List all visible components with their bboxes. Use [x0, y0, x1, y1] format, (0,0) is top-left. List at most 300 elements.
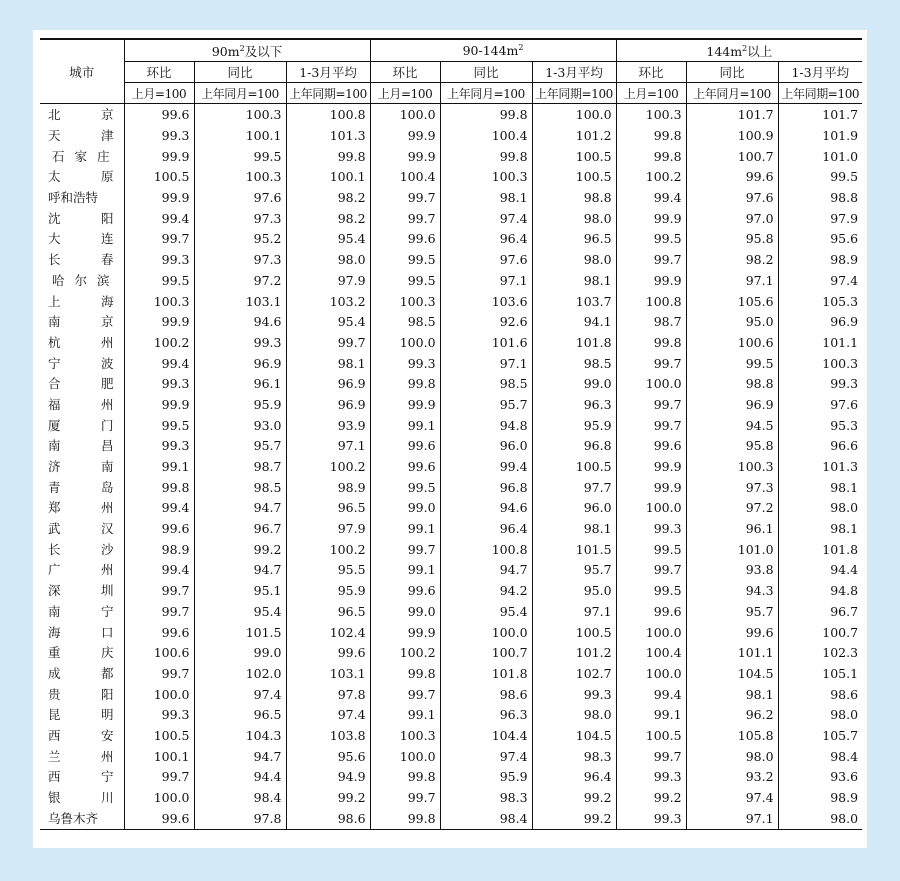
group-header-large-prefix: 144m — [706, 43, 743, 59]
value-cell: 98.3 — [532, 746, 616, 767]
city-cell — [40, 208, 124, 229]
table-row — [40, 767, 862, 788]
base-label-yoy: 上年同月=100 — [440, 83, 532, 104]
table-row — [40, 664, 862, 685]
value-cell: 98.7 — [616, 312, 686, 333]
table-row — [40, 271, 862, 292]
value-cell: 95.0 — [686, 312, 778, 333]
table-row — [40, 126, 862, 147]
value-cell: 96.8 — [532, 436, 616, 457]
value-cell: 95.0 — [532, 581, 616, 602]
base-label-yoy: 上年同月=100 — [194, 83, 286, 104]
value-cell: 100.5 — [124, 726, 194, 747]
value-cell: 99.6 — [124, 808, 194, 829]
value-cell: 99.3 — [194, 333, 286, 354]
value-cell: 100.8 — [440, 539, 532, 560]
table-row — [40, 560, 862, 581]
value-cell: 100.3 — [370, 291, 440, 312]
table-row — [40, 581, 862, 602]
value-cell: 96.3 — [440, 705, 532, 726]
value-cell: 99.1 — [124, 457, 194, 478]
table-row — [40, 746, 862, 767]
group-header-medium — [370, 39, 616, 62]
city-name: 南 京 — [48, 314, 114, 330]
value-cell: 96.9 — [686, 395, 778, 416]
value-cell: 100.0 — [532, 104, 616, 126]
value-cell: 98.6 — [286, 808, 370, 829]
base-header-row — [40, 83, 862, 104]
value-cell: 100.0 — [370, 104, 440, 126]
value-cell: 92.6 — [440, 312, 532, 333]
sub-header-mom: 环比 — [616, 62, 686, 83]
value-cell: 93.2 — [686, 767, 778, 788]
value-cell: 99.4 — [124, 560, 194, 581]
table-row — [40, 498, 862, 519]
value-cell: 100.5 — [616, 726, 686, 747]
value-cell: 94.2 — [440, 581, 532, 602]
value-cell: 94.5 — [686, 415, 778, 436]
value-cell: 99.4 — [124, 353, 194, 374]
value-cell: 100.5 — [532, 622, 616, 643]
value-cell: 98.1 — [686, 684, 778, 705]
value-cell: 99.5 — [194, 146, 286, 167]
value-cell: 98.1 — [778, 477, 862, 498]
city-name: 贵 阳 — [48, 686, 114, 702]
value-cell: 99.3 — [124, 250, 194, 271]
value-cell: 100.2 — [370, 643, 440, 664]
value-cell: 102.3 — [778, 643, 862, 664]
value-cell: 95.4 — [286, 229, 370, 250]
value-cell: 100.3 — [686, 457, 778, 478]
city-cell — [40, 126, 124, 147]
sub-header-avg: 1-3月平均 — [778, 62, 862, 83]
table-row — [40, 519, 862, 540]
value-cell: 99.6 — [370, 229, 440, 250]
city-name: 杭 州 — [48, 334, 114, 350]
city-name: 南 昌 — [48, 438, 114, 454]
table-row — [40, 726, 862, 747]
value-cell: 99.5 — [616, 229, 686, 250]
value-cell: 97.2 — [194, 271, 286, 292]
value-cell: 100.5 — [532, 167, 616, 188]
value-cell: 105.7 — [778, 726, 862, 747]
value-cell: 99.3 — [616, 808, 686, 829]
city-cell — [40, 250, 124, 271]
value-cell: 98.1 — [532, 271, 616, 292]
value-cell: 99.9 — [370, 395, 440, 416]
value-cell: 101.3 — [778, 457, 862, 478]
value-cell: 99.8 — [370, 374, 440, 395]
city-name: 长 春 — [48, 252, 114, 268]
city-name: 石 家 庄 — [52, 148, 110, 164]
city-cell — [40, 312, 124, 333]
value-cell: 99.9 — [616, 457, 686, 478]
value-cell: 96.5 — [286, 498, 370, 519]
value-cell: 99.7 — [370, 788, 440, 809]
city-name: 西 安 — [48, 727, 114, 743]
value-cell: 96.7 — [778, 602, 862, 623]
value-cell: 99.7 — [616, 395, 686, 416]
value-cell: 100.6 — [686, 333, 778, 354]
city-cell — [40, 395, 124, 416]
value-cell: 96.5 — [194, 705, 286, 726]
value-cell: 97.3 — [194, 208, 286, 229]
value-cell: 97.4 — [440, 746, 532, 767]
value-cell: 99.2 — [194, 539, 286, 560]
value-cell: 99.5 — [686, 353, 778, 374]
value-cell: 99.8 — [124, 477, 194, 498]
city-name: 郑 州 — [48, 500, 114, 516]
city-cell — [40, 229, 124, 250]
value-cell: 99.4 — [616, 188, 686, 209]
value-cell: 94.7 — [194, 498, 286, 519]
value-cell: 100.2 — [286, 539, 370, 560]
value-cell: 101.3 — [286, 126, 370, 147]
value-cell: 99.5 — [616, 539, 686, 560]
value-cell: 95.4 — [286, 312, 370, 333]
value-cell: 100.3 — [194, 167, 286, 188]
group-header-large-suffix: 以上 — [747, 43, 773, 59]
group-header-small-suffix: 及以下 — [244, 43, 283, 59]
value-cell: 100.0 — [616, 664, 686, 685]
value-cell: 98.0 — [532, 705, 616, 726]
value-cell: 99.9 — [370, 146, 440, 167]
value-cell: 97.4 — [194, 684, 286, 705]
value-cell: 105.8 — [686, 726, 778, 747]
value-cell: 93.8 — [686, 560, 778, 581]
value-cell: 97.1 — [686, 271, 778, 292]
sub-header-row — [40, 62, 862, 83]
table-row — [40, 788, 862, 809]
value-cell: 100.3 — [194, 104, 286, 126]
base-label-avg: 上年同期=100 — [778, 83, 862, 104]
city-cell — [40, 104, 124, 126]
value-cell: 99.5 — [370, 271, 440, 292]
value-cell: 97.1 — [286, 436, 370, 457]
value-cell: 101.1 — [686, 643, 778, 664]
value-cell: 98.1 — [286, 353, 370, 374]
value-cell: 95.7 — [194, 436, 286, 457]
value-cell: 99.5 — [778, 167, 862, 188]
value-cell: 105.1 — [778, 664, 862, 685]
value-cell: 101.7 — [778, 104, 862, 126]
value-cell: 95.3 — [778, 415, 862, 436]
value-cell: 104.3 — [194, 726, 286, 747]
value-cell: 95.1 — [194, 581, 286, 602]
value-cell: 95.9 — [286, 581, 370, 602]
value-cell: 100.2 — [286, 457, 370, 478]
sub-header-mom: 环比 — [124, 62, 194, 83]
value-cell: 95.6 — [286, 746, 370, 767]
table-body — [40, 104, 862, 830]
city-name: 海 口 — [48, 624, 114, 640]
value-cell: 94.1 — [532, 312, 616, 333]
city-name: 重 庆 — [48, 645, 114, 661]
value-cell: 98.9 — [124, 539, 194, 560]
value-cell: 100.3 — [124, 291, 194, 312]
value-cell: 101.9 — [778, 126, 862, 147]
value-cell: 100.0 — [616, 622, 686, 643]
value-cell: 99.7 — [124, 767, 194, 788]
value-cell: 99.7 — [370, 188, 440, 209]
value-cell: 95.9 — [440, 767, 532, 788]
city-cell — [40, 271, 124, 292]
city-cell — [40, 291, 124, 312]
value-cell: 99.2 — [616, 788, 686, 809]
value-cell: 102.0 — [194, 664, 286, 685]
value-cell: 94.8 — [440, 415, 532, 436]
value-cell: 99.9 — [616, 271, 686, 292]
housing-price-index-table — [40, 38, 862, 830]
value-cell: 96.5 — [286, 602, 370, 623]
value-cell: 100.5 — [532, 457, 616, 478]
value-cell: 101.1 — [778, 333, 862, 354]
value-cell: 99.6 — [370, 436, 440, 457]
value-cell: 99.6 — [370, 457, 440, 478]
value-cell: 98.0 — [778, 498, 862, 519]
value-cell: 101.2 — [532, 643, 616, 664]
value-cell: 96.0 — [532, 498, 616, 519]
value-cell: 99.7 — [616, 560, 686, 581]
value-cell: 99.8 — [616, 333, 686, 354]
value-cell: 96.8 — [440, 477, 532, 498]
value-cell: 96.1 — [194, 374, 286, 395]
value-cell: 99.9 — [124, 395, 194, 416]
table-header — [40, 39, 862, 104]
value-cell: 100.4 — [440, 126, 532, 147]
value-cell: 94.8 — [778, 581, 862, 602]
value-cell: 101.0 — [778, 146, 862, 167]
value-cell: 98.5 — [194, 477, 286, 498]
value-cell: 98.4 — [440, 808, 532, 829]
value-cell: 97.8 — [286, 684, 370, 705]
value-cell: 95.4 — [440, 602, 532, 623]
city-name: 福 州 — [48, 396, 114, 412]
value-cell: 99.0 — [370, 498, 440, 519]
table-row — [40, 229, 862, 250]
value-cell: 96.9 — [286, 395, 370, 416]
value-cell: 99.2 — [532, 788, 616, 809]
base-label-mom: 上月=100 — [370, 83, 440, 104]
value-cell: 99.4 — [616, 684, 686, 705]
value-cell: 99.3 — [370, 353, 440, 374]
base-label-avg: 上年同期=100 — [286, 83, 370, 104]
value-cell: 100.6 — [124, 643, 194, 664]
group-header-large-sup: 2 — [742, 43, 748, 53]
city-cell — [40, 415, 124, 436]
value-cell: 95.5 — [286, 560, 370, 581]
city-name: 南 宁 — [48, 603, 114, 619]
value-cell: 99.3 — [124, 705, 194, 726]
city-cell — [40, 664, 124, 685]
sub-header-avg: 1-3月平均 — [286, 62, 370, 83]
value-cell: 105.6 — [686, 291, 778, 312]
value-cell: 97.3 — [686, 477, 778, 498]
value-cell: 97.6 — [686, 188, 778, 209]
city-name: 太 原 — [48, 169, 114, 185]
value-cell: 99.7 — [616, 415, 686, 436]
city-name: 乌鲁木齐 — [48, 810, 99, 826]
value-cell: 98.8 — [686, 374, 778, 395]
value-cell: 101.7 — [686, 104, 778, 126]
city-name: 昆 明 — [48, 707, 114, 723]
table-row — [40, 395, 862, 416]
value-cell: 99.4 — [124, 498, 194, 519]
value-cell: 100.8 — [616, 291, 686, 312]
value-cell: 97.6 — [778, 395, 862, 416]
value-cell: 99.3 — [616, 767, 686, 788]
value-cell: 97.4 — [778, 271, 862, 292]
city-name: 宁 波 — [48, 355, 114, 371]
value-cell: 98.5 — [370, 312, 440, 333]
value-cell: 100.1 — [286, 167, 370, 188]
value-cell: 99.2 — [286, 788, 370, 809]
value-cell: 93.6 — [778, 767, 862, 788]
value-cell: 104.5 — [532, 726, 616, 747]
group-header-small-sup: 2 — [239, 43, 245, 53]
value-cell: 102.7 — [532, 664, 616, 685]
city-cell — [40, 333, 124, 354]
value-cell: 98.9 — [778, 250, 862, 271]
value-cell: 97.4 — [286, 705, 370, 726]
value-cell: 101.8 — [778, 539, 862, 560]
value-cell: 98.6 — [778, 684, 862, 705]
value-cell: 101.2 — [532, 126, 616, 147]
value-cell: 96.7 — [194, 519, 286, 540]
value-cell: 94.7 — [440, 560, 532, 581]
value-cell: 100.0 — [440, 622, 532, 643]
table-row — [40, 208, 862, 229]
group-header-medium-prefix: 90-144m — [462, 43, 519, 59]
table-row — [40, 353, 862, 374]
group-header-small — [124, 39, 370, 62]
group-header-row — [40, 39, 862, 62]
table-row — [40, 167, 862, 188]
city-cell — [40, 684, 124, 705]
value-cell: 97.1 — [686, 808, 778, 829]
value-cell: 97.9 — [778, 208, 862, 229]
value-cell: 95.4 — [194, 602, 286, 623]
value-cell: 98.0 — [532, 250, 616, 271]
value-cell: 103.7 — [532, 291, 616, 312]
city-cell — [40, 767, 124, 788]
table-row — [40, 312, 862, 333]
value-cell: 99.6 — [686, 622, 778, 643]
value-cell: 99.5 — [124, 415, 194, 436]
city-cell — [40, 643, 124, 664]
value-cell: 99.7 — [124, 664, 194, 685]
base-label-mom: 上月=100 — [124, 83, 194, 104]
base-label-avg: 上年同期=100 — [532, 83, 616, 104]
value-cell: 100.4 — [370, 167, 440, 188]
value-cell: 99.1 — [370, 705, 440, 726]
value-cell: 100.5 — [124, 167, 194, 188]
value-cell: 99.3 — [124, 126, 194, 147]
value-cell: 100.7 — [686, 146, 778, 167]
table-row — [40, 477, 862, 498]
sub-header-yoy: 同比 — [440, 62, 532, 83]
value-cell: 98.8 — [778, 188, 862, 209]
value-cell: 94.3 — [686, 581, 778, 602]
city-cell — [40, 581, 124, 602]
value-cell: 99.7 — [286, 333, 370, 354]
table-row — [40, 622, 862, 643]
value-cell: 99.9 — [124, 188, 194, 209]
value-cell: 97.9 — [286, 271, 370, 292]
base-label-yoy: 上年同月=100 — [686, 83, 778, 104]
value-cell: 99.7 — [124, 581, 194, 602]
value-cell: 105.3 — [778, 291, 862, 312]
value-cell: 100.0 — [370, 333, 440, 354]
table-row — [40, 602, 862, 623]
value-cell: 100.2 — [616, 167, 686, 188]
city-cell — [40, 374, 124, 395]
value-cell: 96.4 — [440, 229, 532, 250]
value-cell: 101.6 — [440, 333, 532, 354]
value-cell: 98.5 — [440, 374, 532, 395]
value-cell: 99.9 — [370, 126, 440, 147]
city-name: 厦 门 — [48, 417, 114, 433]
value-cell: 97.7 — [532, 477, 616, 498]
value-cell: 98.1 — [440, 188, 532, 209]
value-cell: 96.4 — [532, 767, 616, 788]
value-cell: 96.9 — [194, 353, 286, 374]
value-cell: 100.7 — [778, 622, 862, 643]
city-cell — [40, 498, 124, 519]
value-cell: 100.2 — [124, 333, 194, 354]
value-cell: 99.8 — [286, 146, 370, 167]
value-cell: 96.6 — [778, 436, 862, 457]
value-cell: 99.7 — [370, 208, 440, 229]
value-cell: 95.9 — [194, 395, 286, 416]
value-cell: 104.4 — [440, 726, 532, 747]
value-cell: 103.8 — [286, 726, 370, 747]
value-cell: 99.1 — [370, 415, 440, 436]
value-cell: 96.9 — [778, 312, 862, 333]
value-cell: 99.8 — [370, 808, 440, 829]
table-row — [40, 808, 862, 829]
value-cell: 100.3 — [370, 726, 440, 747]
value-cell: 99.5 — [124, 271, 194, 292]
table-row — [40, 539, 862, 560]
value-cell: 100.0 — [370, 746, 440, 767]
value-cell: 98.3 — [440, 788, 532, 809]
table-row — [40, 291, 862, 312]
value-cell: 100.4 — [616, 643, 686, 664]
value-cell: 97.0 — [686, 208, 778, 229]
value-cell: 95.7 — [440, 395, 532, 416]
value-cell: 98.5 — [532, 353, 616, 374]
value-cell: 94.7 — [194, 746, 286, 767]
value-cell: 98.8 — [532, 188, 616, 209]
value-cell: 98.2 — [286, 188, 370, 209]
value-cell: 99.6 — [686, 167, 778, 188]
value-cell: 99.6 — [124, 519, 194, 540]
city-cell — [40, 622, 124, 643]
city-name: 沈 阳 — [48, 210, 114, 226]
city-cell — [40, 457, 124, 478]
value-cell: 95.7 — [532, 560, 616, 581]
value-cell: 96.0 — [440, 436, 532, 457]
value-cell: 97.6 — [194, 188, 286, 209]
value-cell: 101.5 — [532, 539, 616, 560]
value-cell: 99.0 — [194, 643, 286, 664]
city-name: 呼和浩特 — [48, 190, 99, 206]
group-header-large — [616, 39, 862, 62]
value-cell: 96.3 — [532, 395, 616, 416]
value-cell: 101.8 — [440, 664, 532, 685]
value-cell: 98.1 — [778, 519, 862, 540]
